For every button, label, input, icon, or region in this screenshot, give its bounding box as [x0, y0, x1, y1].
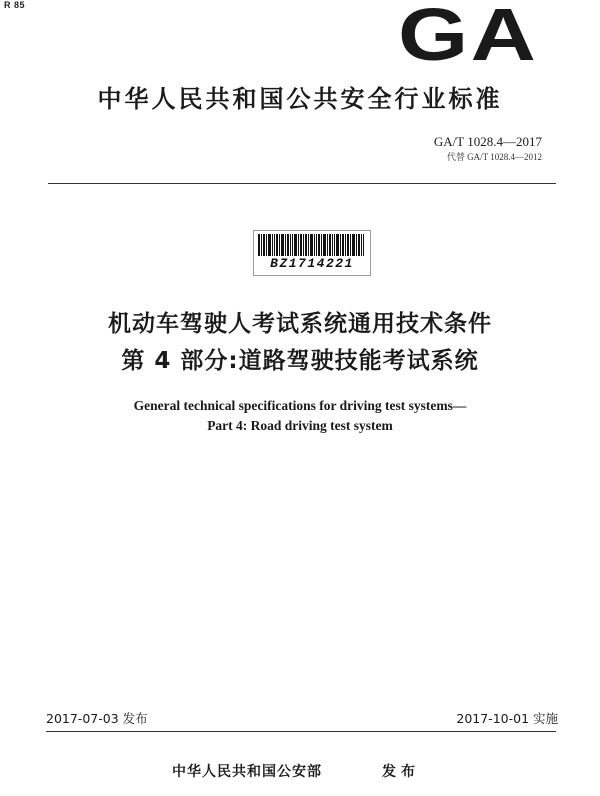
standard-replaces: 代替 GA/T 1028.4—2012	[446, 152, 542, 162]
issuer-name: 中华人民共和国公安部	[172, 764, 322, 780]
issue-date: 2017-07-03 发布	[46, 711, 148, 726]
ics-code: R 85	[4, 0, 26, 10]
issuer-action: 发布	[382, 764, 420, 780]
title-chinese-line-2: 第 4 部分:道路驾驶技能考试系统	[121, 348, 479, 374]
title-english-line-2: Part 4: Road driving test system	[207, 418, 393, 433]
header-divider	[48, 183, 556, 184]
standard-number: GA/T 1028.4—2017	[433, 134, 542, 149]
footer-divider	[46, 731, 556, 732]
barcode-number: BZ1714221	[270, 256, 354, 271]
barcode-image	[258, 234, 364, 256]
implementation-date: 2017-10-01 实施	[456, 711, 558, 726]
ga-logo: GA	[398, 0, 539, 76]
standard-category: 中华人民共和国公共安全行业标准	[97, 85, 503, 113]
title-english-line-1: General technical specifications for driving test systems—	[133, 398, 467, 413]
title-chinese-line-1: 机动车驾驶人考试系统通用技术条件	[108, 311, 492, 337]
